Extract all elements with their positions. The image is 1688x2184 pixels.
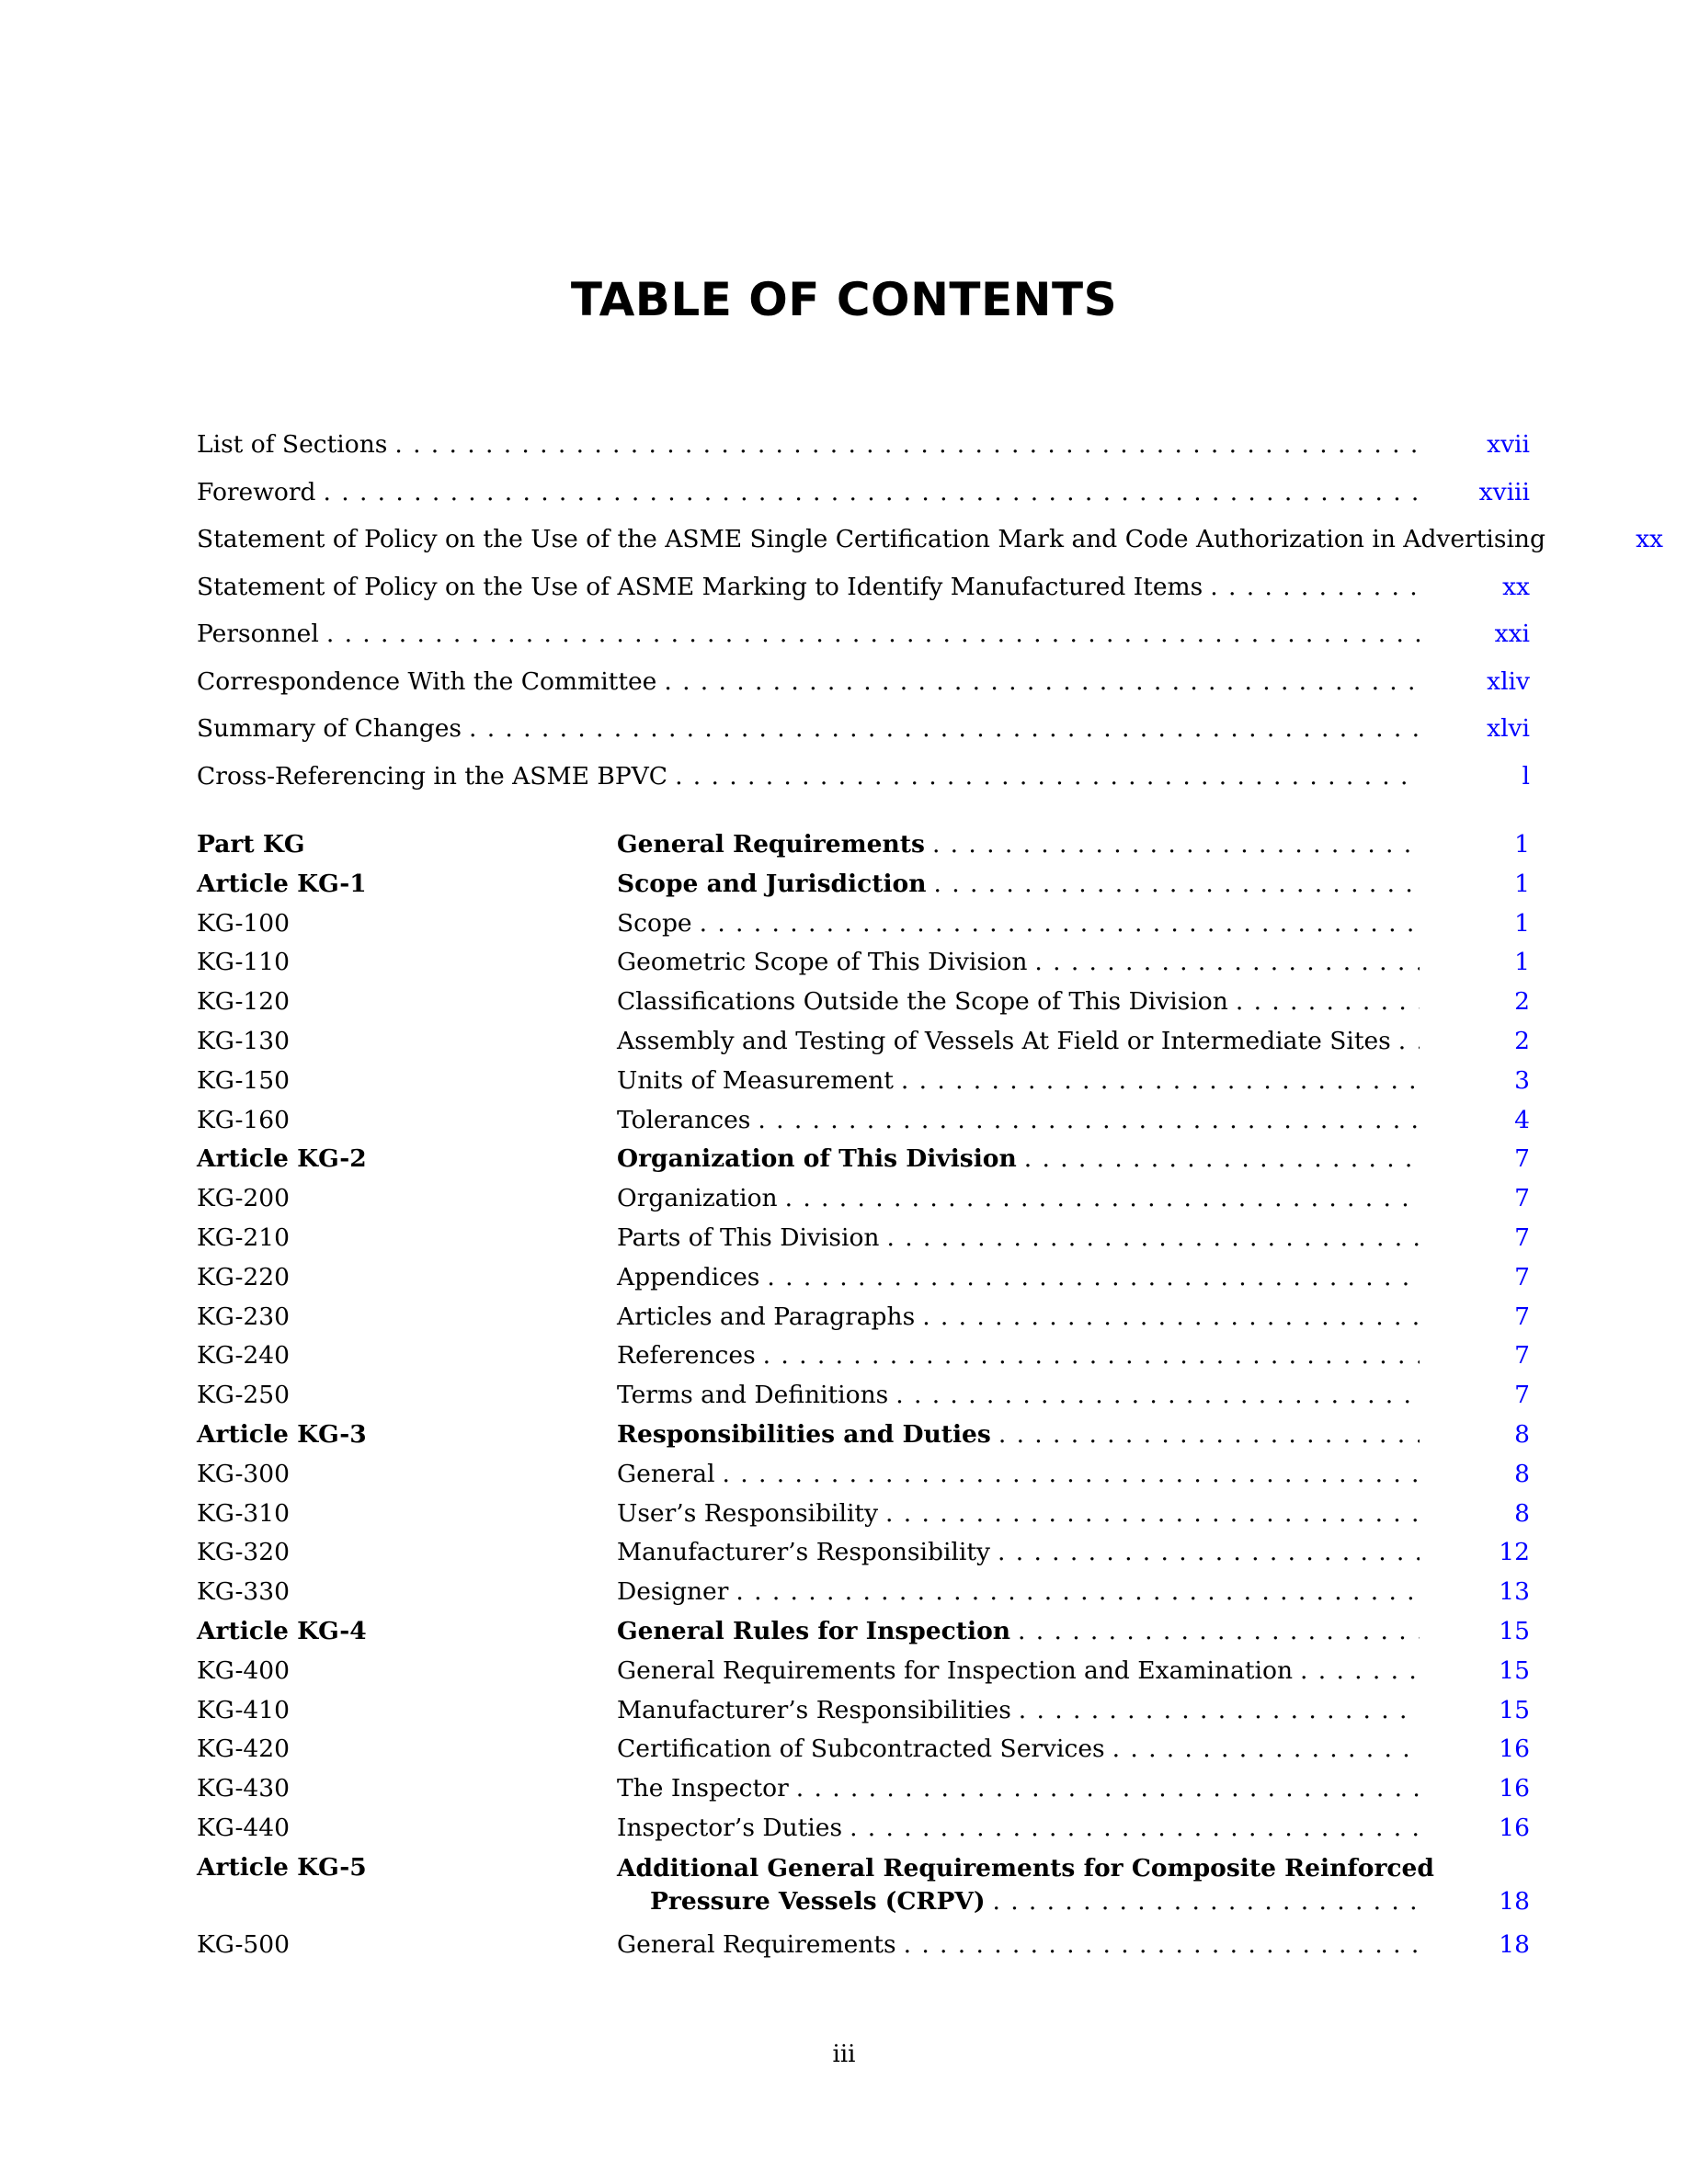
toc-row[interactable]	[197, 1652, 1530, 1691]
toc-entry-title: Organization	[617, 1184, 778, 1213]
page-title: TABLE OF CONTENTS	[570, 273, 1118, 326]
page-link[interactable]: 18	[1499, 1886, 1530, 1916]
toc-entry-title: Cross-Referencing in the ASME BPVC	[197, 761, 668, 791]
page-link[interactable]: 8	[1514, 1459, 1530, 1488]
page-link[interactable]: 3	[1514, 1065, 1530, 1095]
toc-entry-title: General Requirements	[617, 830, 925, 859]
toc-label: KG-200	[197, 1184, 290, 1213]
page-link[interactable]: xxi	[1494, 620, 1530, 648]
toc-row[interactable]	[197, 1730, 1530, 1769]
page-link[interactable]: xx	[1502, 572, 1530, 601]
toc-row[interactable]	[197, 1612, 1530, 1652]
dot-leader	[992, 1885, 1420, 1918]
toc-label: Article KG-3	[197, 1419, 367, 1449]
dot-leader	[700, 904, 1420, 944]
toc-entry-title: Scope	[617, 908, 692, 938]
toc-entry-title: Manufacturer’s Responsibilities	[617, 1695, 1011, 1724]
page-link[interactable]: 18	[1499, 1929, 1530, 1959]
toc-label: KG-320	[197, 1538, 290, 1567]
toc-label: KG-500	[197, 1929, 290, 1959]
page-link[interactable]: 1	[1514, 908, 1530, 938]
toc-label: KG-240	[197, 1341, 290, 1371]
toc-entry-title: The Inspector	[617, 1774, 789, 1803]
toc-label: KG-310	[197, 1498, 290, 1528]
toc-label: KG-400	[197, 1655, 290, 1685]
page-link[interactable]: l	[1522, 761, 1530, 791]
page-link[interactable]: 2	[1514, 1026, 1530, 1055]
dot-leader	[1019, 1691, 1420, 1731]
toc-row[interactable]	[197, 1298, 1530, 1337]
toc-label: KG-430	[197, 1774, 290, 1803]
dot-leader	[932, 825, 1420, 865]
page-link[interactable]: xlvi	[1487, 714, 1530, 743]
page-link[interactable]: 16	[1499, 1774, 1530, 1803]
toc-label: KG-100	[197, 908, 290, 938]
toc-entry-title: Tolerances	[617, 1105, 751, 1134]
dot-leader	[850, 1809, 1420, 1848]
page-link[interactable]: 15	[1499, 1655, 1530, 1685]
toc-entry-title: Manufacturer’s Responsibility	[617, 1538, 991, 1567]
page-link[interactable]: 1	[1514, 830, 1530, 859]
dot-leader	[998, 1533, 1420, 1573]
toc-entry-title: Statement of Policy on the Use of ASME Marking to Identify Manufactured Items	[197, 572, 1203, 601]
toc-entry-title: Classifications Outside the Scope of This Division	[617, 987, 1228, 1017]
page-link[interactable]: 7	[1514, 1381, 1530, 1410]
dot-leader	[763, 1337, 1420, 1376]
dot-leader	[736, 1573, 1420, 1612]
dot-leader	[904, 1926, 1420, 1965]
toc-entry-title: Units of Measurement	[617, 1065, 894, 1095]
dot-leader	[1024, 1140, 1420, 1179]
toc-entry-title: User’s Responsibility	[617, 1498, 879, 1528]
page-link[interactable]: 2	[1514, 987, 1530, 1017]
toc-row[interactable]	[197, 1809, 1530, 1848]
toc-row[interactable]	[197, 610, 1530, 658]
toc-entry-title: Organization of This Division	[617, 1144, 1017, 1174]
toc-entry-title: Geometric Scope of This Division	[617, 948, 1028, 977]
toc-row[interactable]	[197, 1337, 1530, 1376]
page-number-footer: iii	[832, 2041, 856, 2068]
toc-label: KG-410	[197, 1695, 290, 1724]
dot-leader	[1112, 1730, 1420, 1769]
toc-label: Article KG-4	[197, 1616, 367, 1645]
toc-label: Part KG	[197, 830, 305, 859]
toc-entry-title: Inspector’s Duties	[617, 1813, 843, 1842]
toc-row-article-kg-5[interactable]	[197, 1848, 1530, 1926]
toc-entry-title: General	[617, 1459, 715, 1488]
toc-label: KG-330	[197, 1577, 290, 1607]
dot-leader	[1018, 1612, 1420, 1652]
page-link[interactable]: 12	[1499, 1538, 1530, 1567]
dot-leader	[1398, 1022, 1420, 1062]
toc-row[interactable]	[197, 1691, 1530, 1731]
toc-row[interactable]	[197, 1495, 1530, 1534]
toc-entry-title: General Requirements	[617, 1929, 896, 1959]
toc-entry-title: Parts of This Division	[617, 1223, 880, 1252]
toc-entry-title: General Rules for Inspection	[617, 1616, 1011, 1645]
page-link[interactable]: 8	[1514, 1498, 1530, 1528]
toc-row[interactable]	[197, 705, 1530, 753]
toc-row[interactable]	[197, 1376, 1530, 1416]
dot-leader	[324, 469, 1420, 517]
dot-leader	[1300, 1652, 1420, 1691]
toc-entry-title: References	[617, 1341, 756, 1371]
toc-entry-title: Responsibilities and Duties	[617, 1419, 991, 1449]
toc-entry-title: Articles and Paragraphs	[617, 1302, 916, 1331]
toc-entry-title: Personnel	[197, 620, 319, 648]
toc-label: KG-160	[197, 1105, 290, 1134]
dot-leader	[922, 1298, 1420, 1337]
dot-leader	[895, 1376, 1420, 1416]
toc-label: KG-300	[197, 1459, 290, 1488]
page-link[interactable]: xliv	[1487, 666, 1530, 696]
toc-entry-title: Foreword	[197, 477, 316, 506]
toc-row[interactable]	[197, 1140, 1530, 1179]
dot-leader	[394, 421, 1420, 469]
page-link[interactable]: 7	[1514, 1184, 1530, 1213]
toc-row[interactable]	[197, 516, 1663, 563]
toc-row[interactable]	[197, 1416, 1530, 1455]
toc-entry-title-line2: Pressure Vessels (CRPV)	[650, 1886, 986, 1916]
toc-row[interactable]	[197, 1258, 1530, 1298]
page-link[interactable]: xviii	[1478, 477, 1530, 506]
dot-leader	[675, 753, 1420, 801]
page-link[interactable]: 7	[1514, 1144, 1530, 1174]
dot-leader	[886, 1219, 1420, 1258]
toc-row[interactable]	[197, 1573, 1530, 1612]
toc-label: KG-220	[197, 1262, 290, 1291]
toc-entry-title: Certification of Subcontracted Services	[617, 1735, 1105, 1764]
toc-entry-title: Correspondence With the Committee	[197, 666, 657, 696]
toc-label: KG-230	[197, 1302, 290, 1331]
toc-entry-title: Summary of Changes	[197, 714, 462, 743]
toc-row[interactable]	[197, 1455, 1530, 1495]
toc-row[interactable]	[197, 1533, 1530, 1573]
toc-row[interactable]	[197, 658, 1530, 706]
toc-row[interactable]	[197, 1022, 1530, 1062]
dot-leader	[723, 1455, 1420, 1495]
toc-label: Article KG-1	[197, 869, 367, 898]
page-link[interactable]: 4	[1514, 1105, 1530, 1134]
page-link[interactable]: 7	[1514, 1262, 1530, 1291]
front-matter-list	[197, 421, 1663, 800]
page-link[interactable]: 7	[1514, 1302, 1530, 1331]
toc-row[interactable]	[197, 1179, 1530, 1219]
dot-leader	[469, 705, 1420, 753]
page-link[interactable]: 15	[1499, 1695, 1530, 1724]
page-link[interactable]: 16	[1499, 1813, 1530, 1842]
dot-leader	[998, 1416, 1420, 1455]
toc-row[interactable]	[197, 1101, 1530, 1141]
page-link[interactable]: 7	[1514, 1223, 1530, 1252]
toc-label: KG-130	[197, 1026, 290, 1055]
page-link[interactable]: 1	[1514, 869, 1530, 898]
toc-row[interactable]	[197, 1926, 1530, 1965]
dot-leader	[1034, 943, 1420, 983]
toc-row[interactable]	[197, 563, 1530, 611]
toc-label: KG-210	[197, 1223, 290, 1252]
toc-row[interactable]	[197, 421, 1530, 469]
dot-leader	[1236, 983, 1420, 1022]
toc-entry-title: General Requirements for Inspection and Examination	[617, 1655, 1294, 1685]
dot-leader	[767, 1258, 1420, 1298]
toc-row[interactable]	[197, 1219, 1530, 1258]
page-link[interactable]: xx	[1636, 525, 1663, 553]
toc-row[interactable]	[197, 904, 1530, 944]
toc-entry-title-line1: Additional General Requirements for Composite Reinforced	[617, 1853, 1434, 1883]
toc-label: KG-250	[197, 1381, 290, 1410]
toc-entry-title: Scope and Jurisdiction	[617, 869, 927, 898]
toc-row[interactable]	[197, 1062, 1530, 1101]
page-link[interactable]: 8	[1514, 1419, 1530, 1449]
toc-entry-title: Statement of Policy on the Use of the ASME Single Certification Mark and Code Authorization in Advertising	[197, 525, 1545, 553]
dot-leader	[758, 1101, 1420, 1141]
toc-label: KG-420	[197, 1735, 290, 1764]
page-link[interactable]: 7	[1514, 1341, 1530, 1371]
toc-label: Article KG-2	[197, 1144, 367, 1174]
dot-leader	[901, 1062, 1420, 1101]
toc-row[interactable]	[197, 825, 1530, 865]
dot-leader	[885, 1495, 1420, 1534]
page-link[interactable]: 15	[1499, 1616, 1530, 1645]
toc-entry-title: Designer	[617, 1577, 729, 1607]
toc-row[interactable]	[197, 983, 1530, 1022]
toc-row[interactable]	[197, 943, 1530, 983]
toc-row[interactable]	[197, 865, 1530, 904]
page-link[interactable]: 16	[1499, 1735, 1530, 1764]
page-link[interactable]: 1	[1514, 948, 1530, 977]
toc-row[interactable]	[197, 753, 1530, 801]
toc-row[interactable]	[197, 1769, 1530, 1809]
page-link[interactable]: xvii	[1487, 430, 1530, 459]
toc-entry-title: List of Sections	[197, 430, 388, 459]
toc-label: KG-110	[197, 948, 290, 977]
dot-leader	[785, 1179, 1420, 1219]
dot-leader	[326, 610, 1420, 658]
toc-entry-title: Assembly and Testing of Vessels At Field or Intermediate Sites	[617, 1026, 1391, 1055]
dot-leader	[664, 658, 1420, 706]
dot-leader	[934, 865, 1420, 904]
toc-table	[197, 825, 1530, 1965]
toc-entry-title: Appendices	[617, 1262, 760, 1291]
dot-leader	[1210, 563, 1420, 611]
toc-entry-title: Terms and Definitions	[617, 1381, 889, 1410]
page-link[interactable]: 13	[1499, 1577, 1530, 1607]
toc-label: Article KG-5	[197, 1852, 367, 1882]
dot-leader	[796, 1769, 1420, 1809]
toc-label: KG-120	[197, 987, 290, 1017]
toc-label: KG-440	[197, 1813, 290, 1842]
toc-row[interactable]	[197, 469, 1530, 517]
toc-label: KG-150	[197, 1065, 290, 1095]
